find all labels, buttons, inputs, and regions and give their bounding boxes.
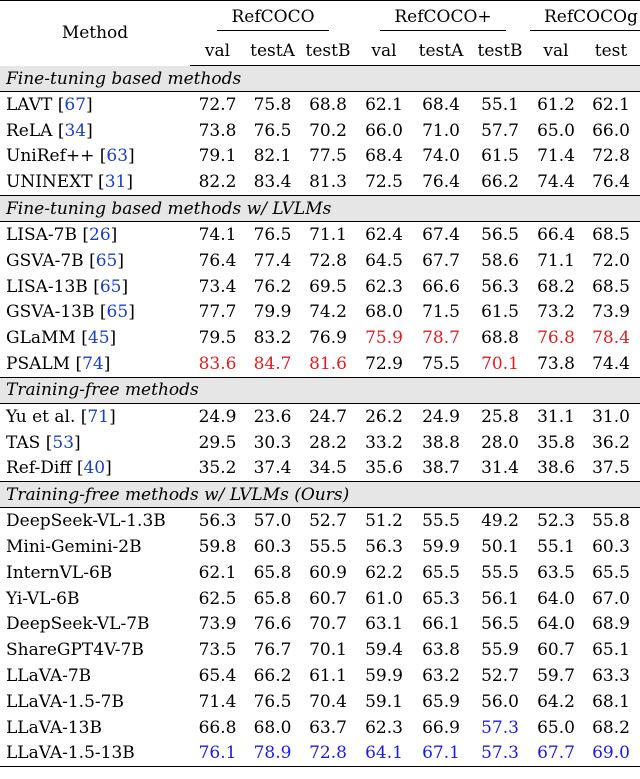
value-cell: 70.7 [309, 614, 347, 635]
section-title: Training-free methods [0, 377, 640, 403]
value-cell: 75.5 [412, 351, 470, 377]
value-cell: 65.1 [592, 640, 630, 661]
value-cell: 74.2 [309, 302, 347, 323]
value-cell: 52.7 [309, 511, 347, 532]
table-row [0, 663, 640, 689]
value-cell: 56.3 [481, 276, 519, 297]
table-row [0, 637, 640, 663]
method-column-header: Method [0, 1, 190, 66]
value-cell: 23.6 [253, 406, 292, 427]
value-cell: 60.7 [537, 640, 575, 661]
value-cell: 72.8 [300, 741, 356, 767]
citation-link[interactable]: 65 [106, 302, 129, 323]
section-header-row [0, 66, 640, 92]
group-header-refcocog [530, 1, 640, 38]
value-cell: 82.2 [190, 169, 245, 195]
citation-link[interactable]: 71 [87, 406, 110, 427]
value-cell: 64.1 [356, 741, 412, 767]
value-cell: 73.9 [592, 302, 630, 323]
value-cell: 66.6 [422, 276, 460, 297]
method-cell: LISA-7B [26] [6, 225, 118, 246]
table-row [0, 430, 640, 456]
value-cell: 65.3 [422, 588, 460, 609]
value-cell: 63.5 [537, 562, 575, 583]
value-cell: 78.9 [245, 741, 300, 767]
value-cell: 37.4 [245, 456, 300, 482]
value-cell: 79.9 [253, 302, 292, 323]
value-cell: 59.8 [198, 537, 237, 558]
table-row [0, 274, 640, 300]
value-cell: 64.0 [537, 614, 575, 635]
value-cell: 51.2 [365, 511, 403, 532]
value-cell: 24.7 [309, 406, 347, 427]
value-cell: 35.8 [537, 432, 575, 453]
table-row [0, 689, 640, 715]
value-cell: 73.5 [198, 640, 237, 661]
split-header: testA [412, 37, 470, 66]
value-cell: 65.4 [198, 666, 237, 687]
value-cell: 57.7 [481, 120, 519, 141]
table-body [0, 66, 640, 767]
value-cell: 68.5 [592, 225, 630, 246]
method-cell: GSVA-7B [65] [6, 250, 125, 271]
value-cell: 49.2 [481, 511, 519, 532]
value-cell: 62.1 [365, 94, 403, 115]
method-name: LLaVA-1.5-7B [6, 691, 124, 712]
value-cell: 55.9 [481, 640, 519, 661]
value-cell: 24.9 [422, 406, 460, 427]
value-cell: 52.3 [537, 511, 575, 532]
value-cell: 65.5 [592, 562, 630, 583]
value-cell: 62.1 [198, 562, 237, 583]
split-header: val [356, 37, 412, 66]
method-name: GSVA-7B [6, 250, 84, 271]
method-cell [0, 534, 190, 560]
value-cell: 69.0 [582, 741, 640, 767]
value-cell: 81.3 [300, 169, 356, 195]
split-header: testB [470, 37, 530, 66]
value-cell: 63.2 [422, 666, 460, 687]
value-cell: 72.8 [592, 146, 630, 167]
split-header: test [582, 37, 640, 66]
method-name: PSALM [6, 354, 71, 375]
value-cell: 67.7 [422, 250, 460, 271]
split-header: val [530, 37, 582, 66]
value-cell: 73.9 [198, 614, 237, 635]
method-cell: PSALM [74] [0, 351, 190, 377]
citation-link[interactable]: 67 [64, 94, 87, 115]
value-cell: 65.9 [422, 691, 460, 712]
method-name: GLaMM [6, 328, 76, 349]
value-cell: 61.5 [481, 146, 519, 167]
method-name: Ref-Diff [6, 458, 72, 479]
value-cell: 71.1 [537, 250, 575, 271]
value-cell: 76.4 [582, 169, 640, 195]
value-cell: 59.9 [365, 666, 403, 687]
table-row [0, 456, 640, 482]
value-cell: 68.4 [365, 146, 403, 167]
value-cell: 61.1 [309, 666, 347, 687]
value-cell: 24.9 [198, 406, 237, 427]
group-header-label: RefCOCOg [530, 7, 640, 31]
citation-link[interactable]: 31 [104, 172, 127, 193]
method-cell: GSVA-13B [65] [6, 302, 135, 323]
value-cell: 61.5 [481, 302, 519, 323]
value-cell: 64.2 [537, 691, 575, 712]
section-header-row [0, 196, 640, 222]
value-cell: 34.5 [300, 456, 356, 482]
table-row [0, 715, 640, 741]
table-row [0, 118, 640, 144]
value-cell: 74.1 [198, 225, 237, 246]
value-cell: 55.5 [309, 537, 347, 558]
table-header [0, 1, 640, 66]
value-cell: 38.6 [530, 456, 582, 482]
table-row [0, 325, 640, 351]
value-cell: 55.1 [481, 94, 519, 115]
value-cell: 81.6 [300, 351, 356, 377]
value-cell: 61.0 [365, 588, 403, 609]
table-row [0, 586, 640, 612]
value-cell: 78.7 [422, 328, 460, 349]
value-cell: 83.4 [245, 169, 300, 195]
value-cell: 60.3 [253, 537, 292, 558]
method-name: LAVT [6, 94, 53, 115]
method-name: ReLA [6, 120, 53, 141]
method-cell: ReLA [34] [6, 120, 93, 141]
value-cell: 76.7 [253, 640, 292, 661]
value-cell: 72.7 [198, 94, 237, 115]
value-cell: 56.0 [481, 691, 519, 712]
value-cell: 65.8 [253, 588, 292, 609]
method-name: LLaVA-13B [6, 717, 102, 738]
value-cell: 57.3 [470, 741, 530, 767]
value-cell: 76.4 [198, 250, 237, 271]
value-cell: 63.7 [309, 717, 347, 738]
method-cell [0, 741, 190, 767]
section-header-row [0, 482, 640, 508]
value-cell: 77.7 [198, 302, 237, 323]
value-cell: 36.2 [592, 432, 630, 453]
value-cell: 65.5 [422, 562, 460, 583]
citation-link[interactable]: 74 [82, 354, 104, 375]
value-cell: 50.1 [481, 537, 519, 558]
value-cell: 31.0 [592, 406, 630, 427]
value-cell: 68.2 [537, 276, 575, 297]
value-cell: 60.9 [309, 562, 347, 583]
value-cell: 31.4 [470, 456, 530, 482]
value-cell: 77.4 [253, 250, 292, 271]
method-name: LLaVA-7B [6, 666, 92, 687]
value-cell: 55.5 [481, 562, 519, 583]
value-cell: 66.1 [422, 614, 460, 635]
value-cell: 62.3 [365, 276, 403, 297]
section-title: Fine-tuning based methods [0, 66, 640, 92]
value-cell: 37.5 [582, 456, 640, 482]
method-name: TAS [6, 432, 41, 453]
value-cell: 62.5 [198, 588, 237, 609]
method-cell: TAS [53] [6, 432, 81, 453]
value-cell: 69.5 [309, 276, 347, 297]
value-cell: 66.2 [253, 666, 292, 687]
value-cell: 76.9 [309, 328, 347, 349]
value-cell: 83.6 [190, 351, 245, 377]
value-cell: 76.4 [412, 169, 470, 195]
table-row [0, 248, 640, 274]
value-cell: 72.9 [356, 351, 412, 377]
method-cell: LAVT [67] [6, 94, 93, 115]
table-row [0, 92, 640, 118]
table-row [0, 508, 640, 534]
value-cell: 66.8 [198, 717, 237, 738]
method-name: Mini-Gemini-2B [6, 537, 142, 558]
value-cell: 68.2 [592, 717, 630, 738]
value-cell: 56.3 [365, 537, 403, 558]
citation-link[interactable]: 63 [106, 146, 129, 167]
method-name: LISA-13B [6, 276, 88, 297]
table-row [0, 300, 640, 326]
value-cell: 76.6 [253, 614, 292, 635]
method-cell: Yu et al. [71] [6, 406, 116, 427]
table-row [0, 534, 640, 560]
method-name: DeepSeek-VL-1.3B [6, 511, 166, 532]
value-cell: 28.2 [309, 432, 347, 453]
method-name: GSVA-13B [6, 302, 95, 323]
value-cell: 62.3 [365, 717, 403, 738]
table-row [0, 403, 640, 429]
value-cell: 25.8 [481, 406, 519, 427]
value-cell: 65.8 [253, 562, 292, 583]
value-cell: 68.5 [592, 276, 630, 297]
method-cell: UniRef++ [63] [6, 146, 135, 167]
citation-link[interactable]: 65 [99, 276, 122, 297]
value-cell: 74.0 [422, 146, 460, 167]
value-cell: 61.2 [537, 94, 575, 115]
value-cell: 67.4 [422, 225, 460, 246]
value-cell: 56.5 [481, 614, 519, 635]
value-cell: 72.8 [309, 250, 347, 271]
value-cell: 73.4 [198, 276, 237, 297]
value-cell: 67.1 [412, 741, 470, 767]
value-cell: 58.6 [481, 250, 519, 271]
value-cell: 28.0 [481, 432, 519, 453]
value-cell: 59.7 [537, 666, 575, 687]
value-cell: 76.5 [253, 691, 292, 712]
value-cell: 67.0 [592, 588, 630, 609]
method-name: Yi-VL-6B [6, 588, 80, 609]
value-cell: 71.4 [198, 691, 237, 712]
value-cell: 66.0 [592, 120, 630, 141]
value-cell: 68.4 [422, 94, 460, 115]
value-cell: 63.1 [365, 614, 403, 635]
value-cell: 83.2 [253, 328, 292, 349]
method-name: DeepSeek-VL-7B [6, 614, 150, 635]
table-row [0, 560, 640, 586]
value-cell: 70.2 [309, 120, 347, 141]
method-name: UniRef++ [6, 146, 95, 167]
group-header-refcoco-plus [356, 1, 530, 38]
method-cell [0, 637, 190, 663]
value-cell: 68.8 [481, 328, 519, 349]
value-cell: 71.0 [422, 120, 460, 141]
value-cell: 77.5 [309, 146, 347, 167]
citation-link[interactable]: 40 [83, 458, 106, 479]
value-cell: 71.5 [422, 302, 460, 323]
value-cell: 66.0 [365, 120, 403, 141]
value-cell: 33.2 [365, 432, 403, 453]
value-cell: 62.2 [365, 562, 403, 583]
value-cell: 63.3 [592, 666, 630, 687]
value-cell: 66.2 [470, 169, 530, 195]
value-cell: 71.1 [309, 225, 347, 246]
split-header: val [190, 37, 245, 66]
table-row [0, 612, 640, 638]
value-cell: 56.1 [481, 588, 519, 609]
header-row-groups [0, 1, 640, 38]
table-row [0, 741, 640, 767]
value-cell: 73.8 [198, 120, 237, 141]
value-cell: 64.0 [537, 588, 575, 609]
value-cell: 56.5 [481, 225, 519, 246]
citation-link[interactable]: 53 [52, 432, 75, 453]
value-cell: 74.4 [582, 351, 640, 377]
value-cell: 60.7 [309, 588, 347, 609]
value-cell: 59.9 [422, 537, 460, 558]
value-cell: 59.1 [365, 691, 403, 712]
value-cell: 70.4 [309, 691, 347, 712]
value-cell: 65.0 [537, 120, 575, 141]
value-cell: 60.3 [592, 537, 630, 558]
value-cell: 74.4 [530, 169, 582, 195]
value-cell: 82.1 [253, 146, 292, 167]
value-cell: 30.3 [253, 432, 292, 453]
value-cell: 29.5 [198, 432, 237, 453]
group-header-label: RefCOCO [217, 7, 328, 31]
table-row [0, 144, 640, 170]
value-cell: 73.8 [530, 351, 582, 377]
method-cell [0, 560, 190, 586]
section-title: Training-free methods w/ LVLMs (Ours) [0, 482, 640, 508]
value-cell: 56.3 [198, 511, 237, 532]
value-cell: 52.7 [481, 666, 519, 687]
value-cell: 70.1 [309, 640, 347, 661]
split-header: testB [300, 37, 356, 66]
split-header: testA [245, 37, 300, 66]
value-cell: 59.4 [365, 640, 403, 661]
method-name: UNINEXT [6, 172, 93, 193]
value-cell: 68.0 [365, 302, 403, 323]
citation-link[interactable]: 65 [95, 250, 118, 271]
method-name: InternVL-6B [6, 562, 113, 583]
table-row [0, 351, 640, 377]
citation-link[interactable]: 34 [64, 120, 87, 141]
method-name: Yu et al. [6, 406, 76, 427]
value-cell: 64.5 [365, 250, 403, 271]
citation-link[interactable]: 45 [87, 328, 110, 349]
value-cell: 57.0 [253, 511, 292, 532]
value-cell: 76.8 [537, 328, 575, 349]
value-cell: 65.0 [537, 717, 575, 738]
method-cell [0, 612, 190, 638]
value-cell: 76.5 [253, 225, 292, 246]
method-name: LISA-7B [6, 225, 77, 246]
method-name: LLaVA-1.5-13B [6, 743, 135, 764]
table-row [0, 169, 640, 195]
method-cell [0, 586, 190, 612]
value-cell: 68.8 [309, 94, 347, 115]
value-cell: 63.8 [422, 640, 460, 661]
value-cell: 70.1 [470, 351, 530, 377]
value-cell: 55.1 [537, 537, 575, 558]
method-cell: Ref-Diff [40] [0, 456, 190, 482]
value-cell: 55.5 [422, 511, 460, 532]
value-cell: 73.2 [537, 302, 575, 323]
value-cell: 57.3 [481, 717, 519, 738]
value-cell: 38.8 [422, 432, 460, 453]
value-cell: 67.7 [530, 741, 582, 767]
value-cell: 31.1 [537, 406, 575, 427]
value-cell: 62.4 [365, 225, 403, 246]
value-cell: 84.7 [245, 351, 300, 377]
group-header-label: RefCOCO+ [380, 7, 505, 31]
value-cell: 55.8 [592, 511, 630, 532]
value-cell: 66.4 [537, 225, 575, 246]
method-cell [0, 508, 190, 534]
value-cell: 62.1 [592, 94, 630, 115]
method-name: ShareGPT4V-7B [6, 640, 144, 661]
method-cell [0, 715, 190, 741]
method-cell: UNINEXT [31] [0, 169, 190, 195]
value-cell: 72.0 [592, 250, 630, 271]
value-cell: 68.1 [592, 691, 630, 712]
section-title: Fine-tuning based methods w/ LVLMs [0, 196, 640, 222]
value-cell: 76.5 [253, 120, 292, 141]
method-cell [0, 663, 190, 689]
section-header-row [0, 377, 640, 403]
value-cell: 79.5 [198, 328, 237, 349]
value-cell: 78.4 [592, 328, 630, 349]
value-cell: 72.5 [356, 169, 412, 195]
table-row [0, 222, 640, 248]
value-cell: 75.8 [253, 94, 292, 115]
group-header-refcoco [190, 1, 356, 38]
value-cell: 76.1 [190, 741, 245, 767]
citation-link[interactable]: 26 [89, 225, 111, 246]
method-cell: LISA-13B [65] [6, 276, 129, 297]
method-cell: GLaMM [45] [6, 328, 117, 349]
value-cell: 68.9 [592, 614, 630, 635]
value-cell: 68.0 [253, 717, 292, 738]
value-cell: 66.9 [422, 717, 460, 738]
method-cell [0, 689, 190, 715]
value-cell: 26.2 [365, 406, 403, 427]
value-cell: 38.7 [412, 456, 470, 482]
value-cell: 79.1 [198, 146, 237, 167]
value-cell: 35.2 [190, 456, 245, 482]
value-cell: 76.2 [253, 276, 292, 297]
value-cell: 35.6 [356, 456, 412, 482]
value-cell: 71.4 [537, 146, 575, 167]
value-cell: 75.9 [365, 328, 403, 349]
